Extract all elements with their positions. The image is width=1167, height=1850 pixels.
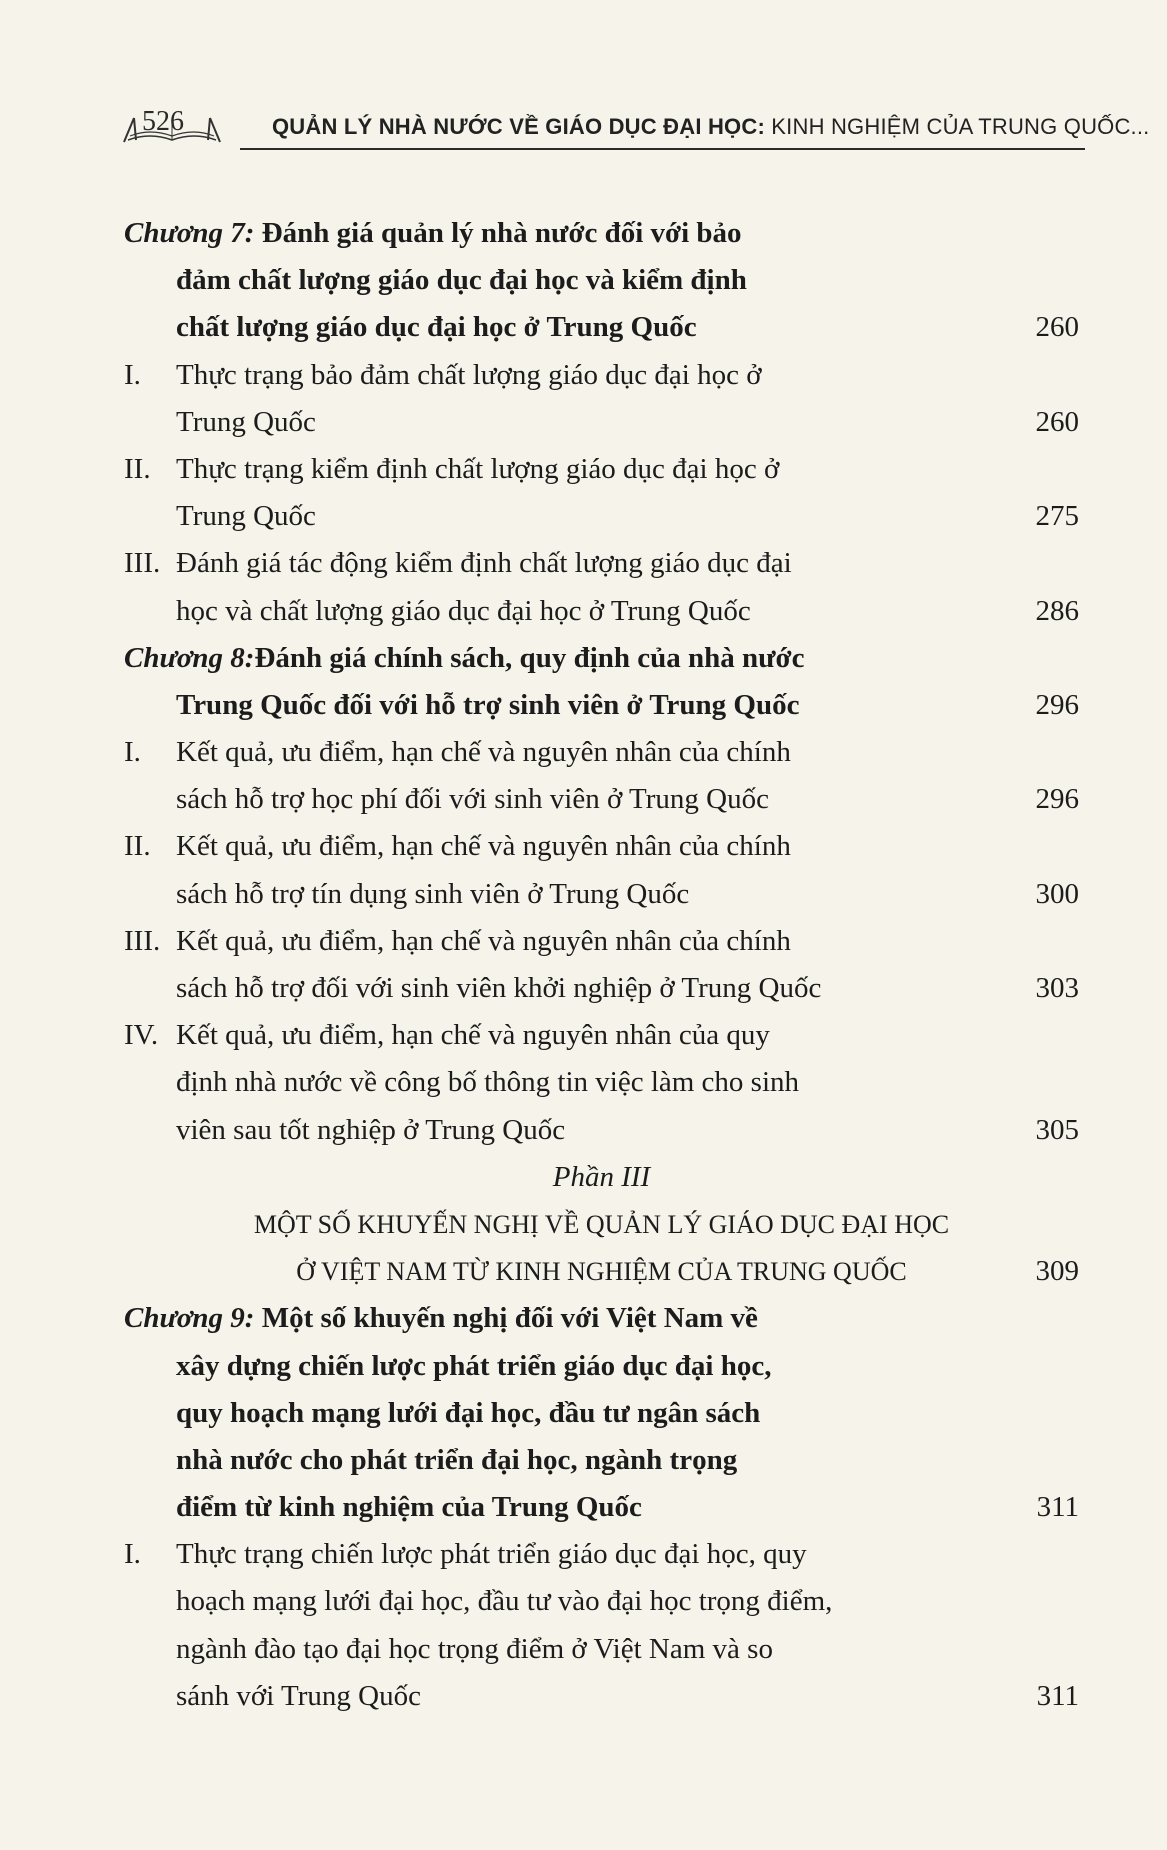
running-title xyxy=(272,114,1150,140)
entry-text: Kết quả, ưu điểm, hạn chế và nguyên nhân của quy xyxy=(176,1019,770,1052)
part-3-title-2: Ở VIỆT NAM TỪ KINH NGHIỆM CỦA TRUNG QUỐC xyxy=(296,1257,907,1287)
toc-entry-cont xyxy=(124,493,1079,540)
toc-entry-cont xyxy=(124,776,1079,823)
entry-page: 286 xyxy=(1035,594,1079,627)
toc-entry xyxy=(124,352,1079,399)
chapter-8-title-1: Đánh giá chính sách, quy định của nhà nước xyxy=(254,641,805,674)
entry-page: 275 xyxy=(1035,500,1079,533)
toc-entry xyxy=(124,823,1079,870)
header-rule xyxy=(240,148,1085,150)
entry-number: III. xyxy=(124,547,161,580)
entry-text: Kết quả, ưu điểm, hạn chế và nguyên nhân của chính xyxy=(176,924,791,957)
entry-text: học và chất lượng giáo dục đại học ở Trung Quốc xyxy=(176,594,751,627)
toc-part-3-line-2 xyxy=(124,1248,1079,1295)
entry-text: Đánh giá tác động kiểm định chất lượng giáo dục đại xyxy=(176,547,792,580)
entry-text: Thực trạng chiến lược phát triển giáo dục đại học, quy xyxy=(176,1538,807,1571)
entry-text: viên sau tốt nghiệp ở Trung Quốc xyxy=(176,1113,566,1146)
toc-chapter-9-line-1 xyxy=(124,1295,1079,1342)
entry-page: 305 xyxy=(1035,1113,1079,1146)
toc-entry-cont xyxy=(124,1626,1079,1673)
entry-text: sánh với Trung Quốc xyxy=(176,1679,421,1712)
entry-page: 311 xyxy=(1036,1679,1079,1712)
toc-entry-cont xyxy=(124,871,1079,918)
toc-entry-cont xyxy=(124,965,1079,1012)
entry-page: 303 xyxy=(1035,972,1079,1004)
entry-text: Thực trạng bảo đảm chất lượng giáo dục đại học ở xyxy=(176,358,762,391)
entry-number: II. xyxy=(124,830,151,863)
chapter-7-title-1: Đánh giá quản lý nhà nước đối với bảo xyxy=(254,217,742,249)
toc-part-3-line-1 xyxy=(124,1201,1079,1248)
chapter-9-title-2: xây dựng chiến lược phát triển giáo dục đại học, xyxy=(176,1349,772,1382)
entry-text: sách hỗ trợ tín dụng sinh viên ở Trung Quốc xyxy=(176,877,690,910)
toc-entry xyxy=(124,1012,1079,1059)
page-header xyxy=(120,92,1150,152)
toc-entry xyxy=(124,918,1079,965)
entry-text: Kết quả, ưu điểm, hạn chế và nguyên nhân của chính xyxy=(176,830,791,863)
toc-entry-cont xyxy=(124,588,1079,635)
toc-entry-cont xyxy=(124,399,1079,446)
toc-entry xyxy=(124,1531,1079,1578)
toc-chapter-7-line-3 xyxy=(124,304,1079,351)
toc-chapter-9-line-4 xyxy=(124,1437,1079,1484)
toc-entry-cont xyxy=(124,1059,1079,1106)
chapter-9-title-3: quy hoạch mạng lưới đại học, đầu tư ngân sách xyxy=(176,1396,761,1429)
part-3-page: 309 xyxy=(1035,1255,1079,1288)
entry-number: III. xyxy=(124,924,161,957)
toc-entry xyxy=(124,729,1079,776)
entry-text: hoạch mạng lưới đại học, đầu tư vào đại học trọng điểm, xyxy=(176,1585,833,1618)
entry-text: sách hỗ trợ học phí đối với sinh viên ở Trung Quốc xyxy=(176,783,769,816)
entry-page: 260 xyxy=(1035,405,1079,438)
chapter-8-title-2: Trung Quốc đối với hỗ trợ sinh viên ở Trung Quốc xyxy=(176,688,800,721)
chapter-7-title-2: đảm chất lượng giáo dục đại học và kiểm định xyxy=(176,264,747,297)
entry-page: 300 xyxy=(1035,877,1079,910)
entry-number: I. xyxy=(124,358,141,391)
toc-entry-cont xyxy=(124,1107,1079,1154)
entry-text: định nhà nước về công bố thông tin việc làm cho sinh xyxy=(176,1066,800,1099)
chapter-9-label: Chương 9: xyxy=(124,1302,255,1335)
toc-chapter-9-line-5 xyxy=(124,1484,1079,1531)
entry-text: Thực trạng kiểm định chất lượng giáo dục đại học ở xyxy=(176,452,780,485)
toc-chapter-8-line-2 xyxy=(124,682,1079,729)
part-3-label: Phần III xyxy=(552,1160,651,1193)
entry-text: Kết quả, ưu điểm, hạn chế và nguyên nhân của chính xyxy=(176,736,791,769)
chapter-9-title-1: Một số khuyến nghị đối với Việt Nam về xyxy=(254,1302,758,1335)
part-3-title-1: MỘT SỐ KHUYẾN NGHỊ VỀ QUẢN LÝ GIÁO DỤC ĐẠI HỌC xyxy=(253,1209,950,1239)
toc-entry xyxy=(124,540,1079,587)
toc-entry-cont xyxy=(124,1578,1079,1625)
running-title-bold: QUẢN LÝ NHÀ NƯỚC VỀ GIÁO DỤC ĐẠI HỌC: xyxy=(272,114,765,139)
entry-text: Trung Quốc xyxy=(176,405,316,438)
chapter-8-label: Chương 8: xyxy=(124,641,255,674)
chapter-8-page: 296 xyxy=(1035,688,1079,721)
entry-page: 296 xyxy=(1035,783,1079,816)
entry-number: IV. xyxy=(124,1019,159,1052)
toc-chapter-8-line-1 xyxy=(124,635,1079,682)
entry-number: I. xyxy=(124,736,141,769)
toc-chapter-7-line-2 xyxy=(124,257,1079,304)
toc-entry xyxy=(124,446,1079,493)
toc-chapter-9-line-3 xyxy=(124,1390,1079,1437)
chapter-7-label: Chương 7: xyxy=(124,217,255,249)
entry-number: II. xyxy=(124,452,151,485)
chapter-9-page: 311 xyxy=(1036,1491,1079,1524)
table-of-contents xyxy=(124,210,1079,1720)
toc-chapter-7-line-1 xyxy=(124,210,1079,257)
chapter-9-title-5: điểm từ kinh nghiệm của Trung Quốc xyxy=(176,1491,642,1524)
chapter-7-title-3: chất lượng giáo dục đại học ở Trung Quốc xyxy=(176,311,697,344)
entry-text: ngành đào tạo đại học trọng điểm ở Việt Nam và so xyxy=(176,1632,773,1665)
entry-number: I. xyxy=(124,1538,141,1571)
running-title-regular: KINH NGHIỆM CỦA TRUNG QUỐC... xyxy=(764,114,1150,139)
page-number: 526 xyxy=(142,106,184,137)
toc-part-3-label xyxy=(124,1154,1079,1201)
toc-entry-cont xyxy=(124,1673,1079,1720)
chapter-7-page: 260 xyxy=(1035,311,1079,344)
chapter-9-title-4: nhà nước cho phát triển đại học, ngành trọng xyxy=(176,1443,738,1476)
entry-text: Trung Quốc xyxy=(176,500,316,533)
entry-text: sách hỗ trợ đối với sinh viên khởi nghiệp ở Trung Quốc xyxy=(176,972,822,1004)
toc-chapter-9-line-2 xyxy=(124,1343,1079,1390)
